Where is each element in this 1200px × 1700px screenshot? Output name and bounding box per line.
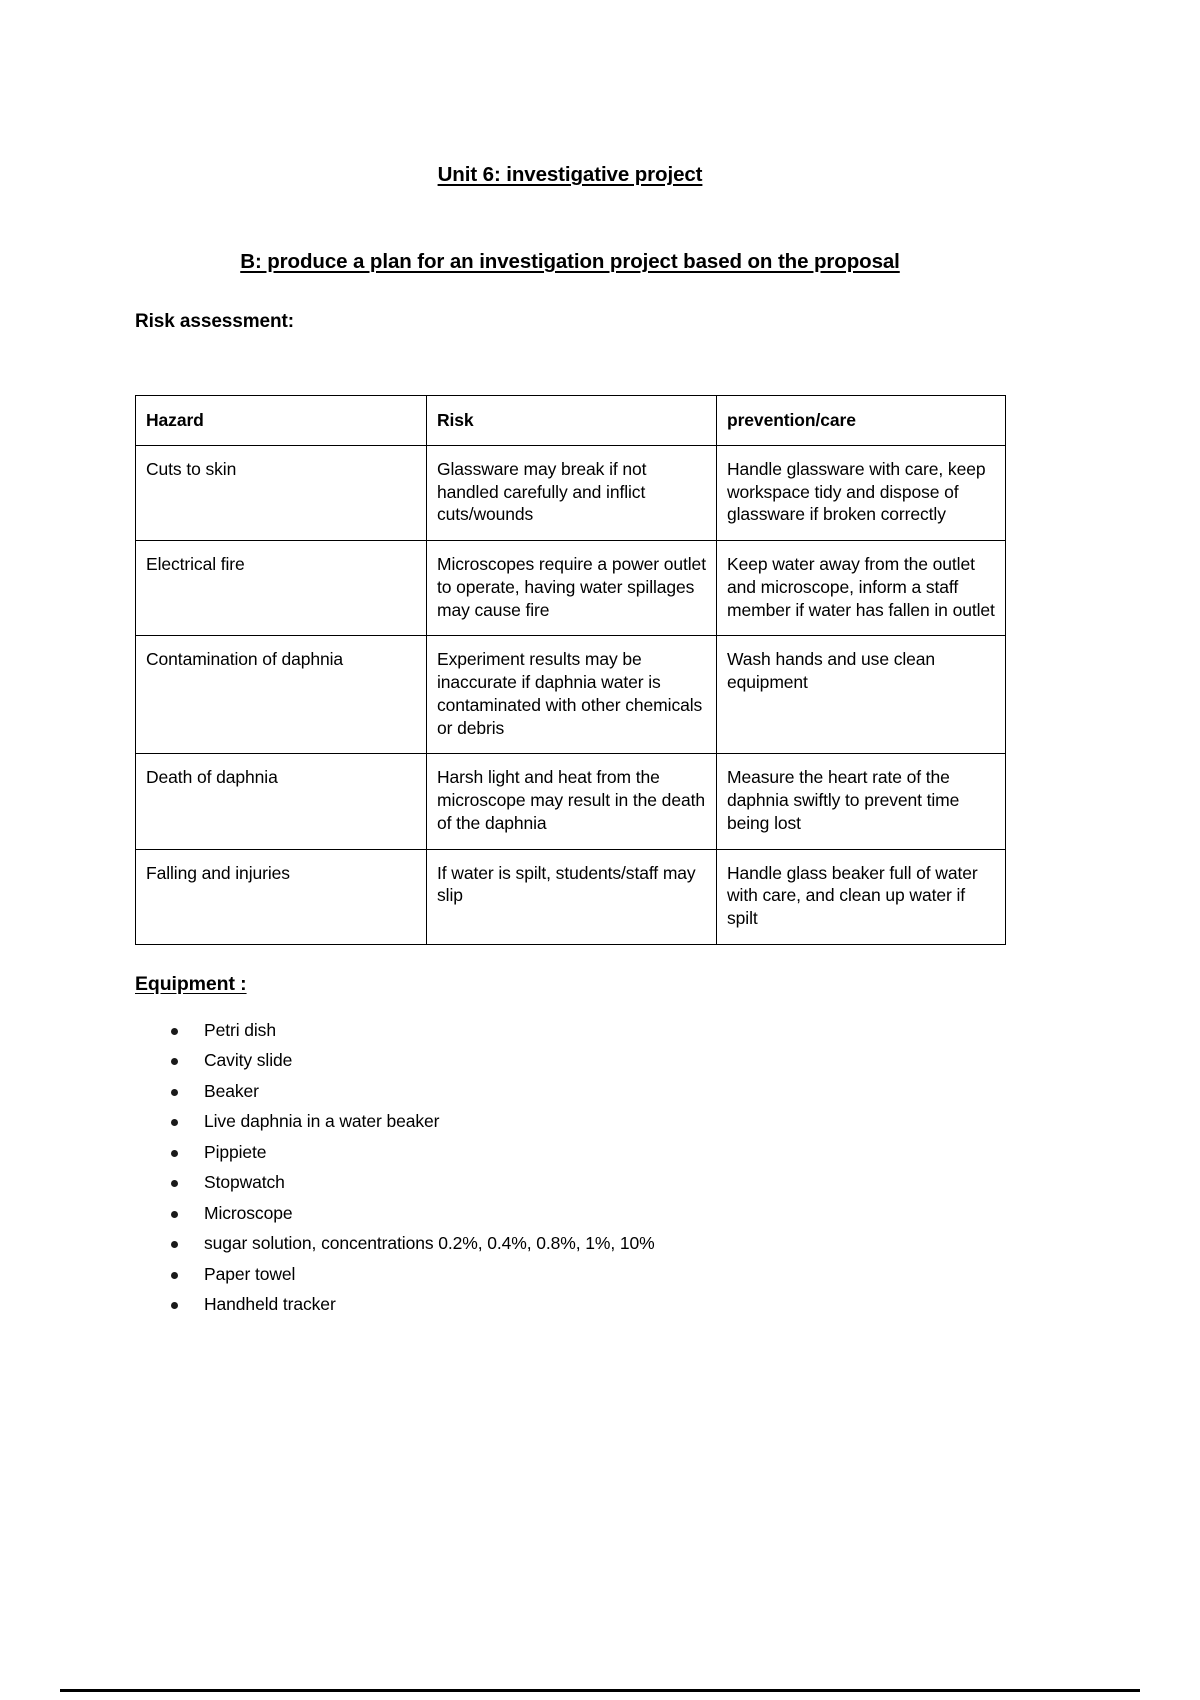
bullet-icon <box>171 1028 178 1035</box>
list-item-label: Cavity slide <box>204 1050 293 1071</box>
list-item-label: sugar solution, concentrations 0.2%, 0.4%, 0.8%, 1%, 10% <box>204 1233 655 1254</box>
cell-prevention: Handle glassware with care, keep workspace tidy and dispose of glassware if broken correctly <box>717 445 1006 540</box>
list-item-label: Stopwatch <box>204 1172 285 1193</box>
bullet-icon <box>171 1180 178 1187</box>
list-item-label: Pippiete <box>204 1141 267 1162</box>
bullet-icon <box>171 1150 178 1157</box>
cell-prevention: Measure the heart rate of the daphnia swiftly to prevent time being lost <box>717 754 1006 849</box>
cell-prevention: Wash hands and use clean equipment <box>717 636 1006 754</box>
list-item <box>171 1202 1005 1236</box>
list-item-label: Microscope <box>204 1202 293 1223</box>
cell-risk: Harsh light and heat from the microscope may result in the death of the daphnia <box>427 754 717 849</box>
column-header-hazard: Hazard <box>136 396 427 446</box>
cell-hazard: Falling and injuries <box>136 849 427 944</box>
cell-risk: Microscopes require a power outlet to operate, having water spillages may cause fire <box>427 541 717 636</box>
column-header-risk: Risk <box>427 396 717 446</box>
cell-hazard: Electrical fire <box>136 541 427 636</box>
risk-assessment-table-wrapper <box>135 333 1005 945</box>
cell-risk: Experiment results may be inaccurate if daphnia water is contaminated with other chemicals or debris <box>427 636 717 754</box>
equipment-heading: Equipment : <box>135 972 247 995</box>
cell-hazard: Contamination of daphnia <box>136 636 427 754</box>
cell-hazard: Death of daphnia <box>136 754 427 849</box>
cell-prevention: Keep water away from the outlet and microscope, inform a staff member if water has fallen in outlet <box>717 541 1006 636</box>
bullet-icon <box>171 1119 178 1126</box>
list-item <box>171 1235 1005 1266</box>
table-row <box>136 445 1006 540</box>
cell-risk: Glassware may break if not handled carefully and inflict cuts/wounds <box>427 445 717 540</box>
cell-risk: If water is spilt, students/staff may slip <box>427 849 717 944</box>
table-row <box>136 541 1006 636</box>
bullet-icon <box>171 1272 178 1279</box>
bullet-icon <box>171 1089 178 1096</box>
bullet-icon <box>171 1302 178 1309</box>
list-item-label: Beaker <box>204 1080 259 1101</box>
risk-assessment-label: Risk assessment: <box>135 311 294 332</box>
list-item-label: Handheld tracker <box>204 1294 336 1315</box>
list-item <box>171 1141 1005 1175</box>
table-row <box>136 754 1006 849</box>
page-title: Unit 6: investigative project <box>437 163 703 186</box>
list-item-label: Paper towel <box>204 1263 296 1284</box>
list-item <box>171 1019 1005 1053</box>
list-item-label: Petri dish <box>204 1019 276 1040</box>
list-item <box>171 1080 1005 1114</box>
list-item <box>171 1052 1005 1083</box>
list-item-label: Live daphnia in a water beaker <box>204 1111 440 1132</box>
list-item <box>171 1263 1005 1297</box>
list-item <box>171 1296 1005 1327</box>
bullet-icon <box>171 1241 178 1248</box>
column-header-prevention: prevention/care <box>717 396 1006 446</box>
document-content <box>135 0 1005 1327</box>
bullet-icon <box>171 1211 178 1218</box>
cell-prevention: Handle glass beaker full of water with care, and clean up water if spilt <box>717 849 1006 944</box>
page-footer-divider <box>60 1689 1140 1692</box>
table-row <box>136 636 1006 754</box>
risk-assessment-table <box>135 395 1006 945</box>
bullet-icon <box>171 1058 178 1065</box>
list-item <box>171 1113 1005 1144</box>
equipment-list <box>135 996 1005 1327</box>
list-item <box>171 1174 1005 1205</box>
table-row <box>136 849 1006 944</box>
section-heading: B: produce a plan for an investigation project based on the proposal <box>240 250 900 273</box>
table-header-row <box>136 396 1006 446</box>
cell-hazard: Cuts to skin <box>136 445 427 540</box>
